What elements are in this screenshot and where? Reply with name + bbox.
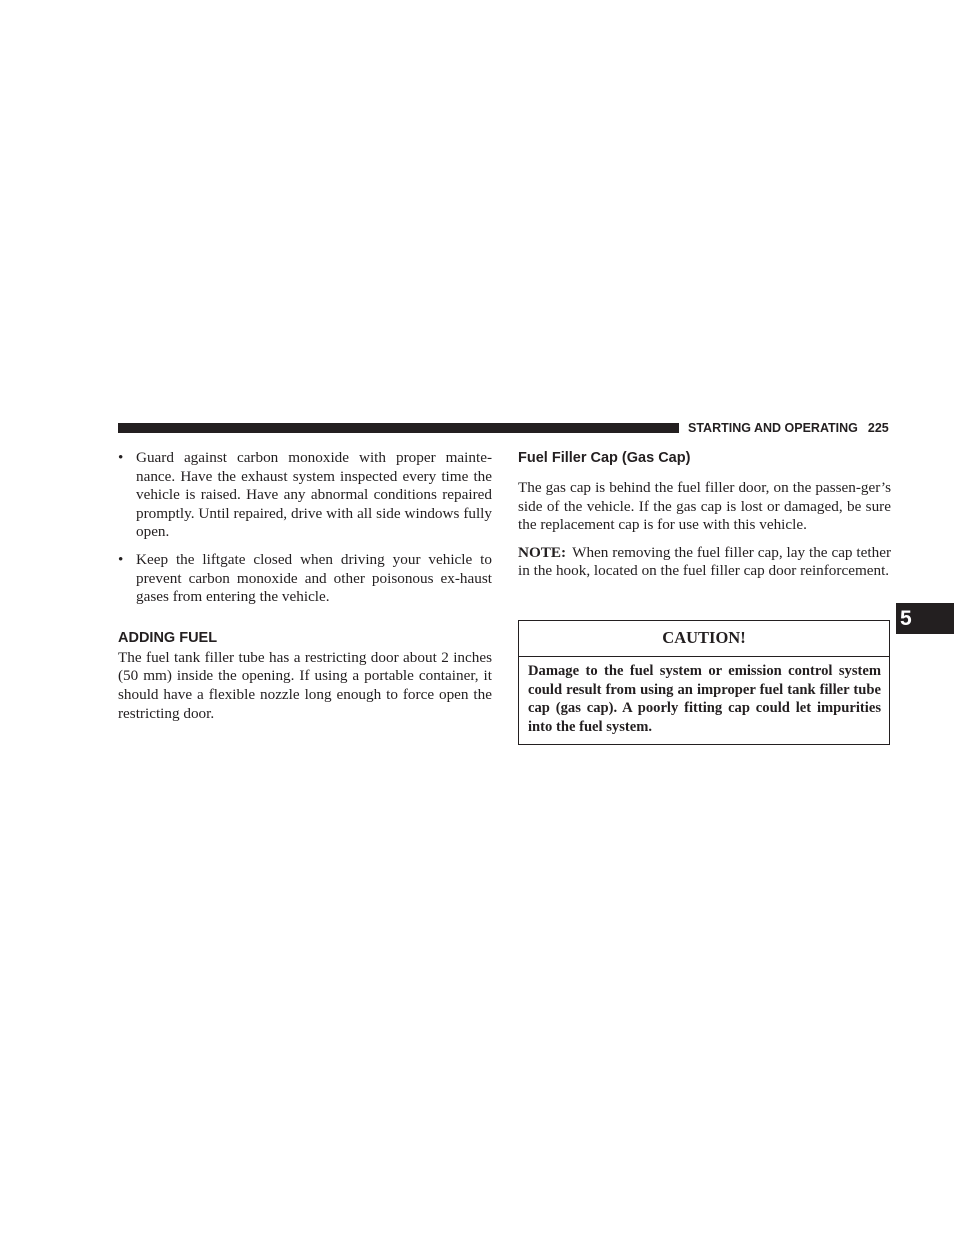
bullet-dot: • (118, 550, 124, 568)
bullet-item (118, 449, 492, 542)
bullet-text: Keep the liftgate closed when driving your vehicle to prevent carbon monoxide and other poisonous ex-haust gases from entering the vehicle. (136, 550, 492, 606)
note-text: When removing the fuel filler cap, lay the cap tether in the hook, located on the fuel filler cap door reinforcement. (518, 543, 891, 580)
chapter-tab: 5 (896, 603, 954, 634)
bullet-item (118, 551, 492, 607)
adding-fuel-heading: ADDING FUEL (118, 629, 218, 646)
header-rule (118, 423, 679, 433)
running-header (688, 420, 892, 436)
page-number: 225 (867, 421, 889, 435)
adding-fuel-paragraph: The fuel tank filler tube has a restricting door about 2 inches (50 mm) inside the opening. If using a portable container, it should have a flexible nozzle long enough to force open the restricting door. (118, 648, 492, 722)
caution-title: CAUTION! (519, 621, 889, 657)
bullet-text: Guard against carbon monoxide with proper mainte-nance. Have the exhaust system inspected every time the vehicle is raised. Have any abnormal conditions repaired promptly. Until repaired, drive with all side windows fully open. (136, 449, 492, 541)
bullet-dot: • (118, 449, 124, 466)
gas-cap-paragraph: The gas cap is behind the fuel filler door, on the passen-ger’s side of the vehicle. If the gas cap is lost or damaged, be sure the replacement cap is for use with this vehicle. (518, 479, 891, 534)
caution-box (518, 620, 890, 745)
right-column (518, 449, 891, 590)
left-column (118, 449, 492, 732)
fuel-filler-cap-heading: Fuel Filler Cap (Gas Cap) (518, 450, 691, 466)
caution-text: Damage to the fuel system or emission control system could result from using an improper fuel tank filler tube cap (gas cap). A poorly fitting cap could let impurities into the fuel system. (528, 663, 881, 736)
header-section-title: STARTING AND OPERATING (688, 421, 858, 435)
note-label: NOTE: (518, 543, 567, 561)
note-paragraph (518, 544, 891, 581)
